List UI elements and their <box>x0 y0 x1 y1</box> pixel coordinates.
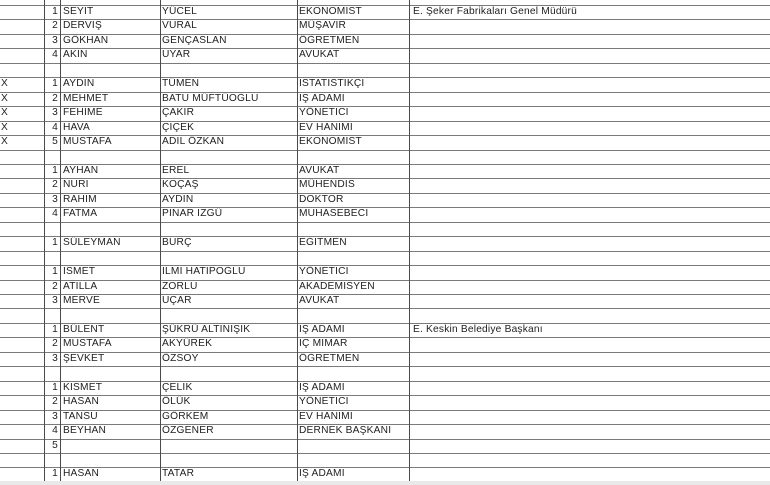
first-name-cell[interactable]: BÜLENT <box>63 323 105 335</box>
first-name-cell[interactable]: BEYHAN <box>63 425 107 437</box>
table-row <box>0 467 770 481</box>
first-name-cell[interactable]: AYHAN <box>63 164 99 176</box>
last-name-cell[interactable] <box>160 366 297 380</box>
first-name-cell[interactable]: SEYİT <box>63 6 94 17</box>
table-row <box>0 222 770 236</box>
note-cell[interactable] <box>409 150 770 164</box>
grid-line-horizontal <box>0 453 770 454</box>
grid-line-horizontal <box>0 193 770 194</box>
note-cell[interactable] <box>409 135 770 149</box>
grid-line-horizontal <box>0 366 770 367</box>
number-cell[interactable]: 4 <box>52 425 58 437</box>
mark-cell[interactable] <box>0 265 44 279</box>
profession-cell[interactable]: MUHASEBECİ <box>299 208 369 220</box>
table-row <box>0 366 770 380</box>
table-row <box>0 48 770 62</box>
mark-cell[interactable] <box>0 381 44 395</box>
number-cell[interactable]: 2 <box>52 280 58 292</box>
note-cell[interactable] <box>409 19 770 33</box>
last-name-cell[interactable]: ÖZSOY <box>162 352 199 364</box>
note-cell[interactable]: E. Keskin Belediye Başkanı <box>413 323 543 335</box>
first-name-cell[interactable]: SÜLEYMAN <box>63 237 121 249</box>
grid-line-horizontal <box>0 381 770 382</box>
grid-line-horizontal <box>0 410 770 411</box>
table-row <box>0 164 770 178</box>
first-name-cell[interactable] <box>60 453 160 467</box>
last-name-cell[interactable]: AKYÜREK <box>162 338 213 350</box>
number-cell[interactable] <box>44 63 60 77</box>
first-name-cell[interactable] <box>60 150 160 164</box>
note-cell[interactable] <box>409 207 770 221</box>
note-cell[interactable] <box>409 178 770 192</box>
first-name-cell[interactable]: TANSU <box>63 410 98 422</box>
mark-cell[interactable] <box>0 337 44 351</box>
mark-cell[interactable]: X <box>1 92 8 104</box>
profession-cell[interactable]: AVUKAT <box>299 49 340 61</box>
number-cell[interactable] <box>44 308 60 322</box>
bottom-edge <box>0 481 770 485</box>
table-row <box>0 135 770 149</box>
first-name-cell[interactable] <box>60 63 160 77</box>
last-name-cell[interactable] <box>160 453 297 467</box>
last-name-cell[interactable]: PINAR İZGÜ <box>162 208 223 220</box>
last-name-cell[interactable]: UYAR <box>162 49 191 61</box>
mark-cell[interactable] <box>0 164 44 178</box>
profession-cell[interactable] <box>297 453 409 467</box>
profession-cell[interactable]: YÖNETİCİ <box>299 107 349 119</box>
number-cell[interactable]: 2 <box>52 396 58 408</box>
last-name-cell[interactable]: ÖZGENER <box>162 425 214 437</box>
note-cell[interactable] <box>409 236 770 250</box>
table-row <box>0 323 770 337</box>
number-cell[interactable]: 1 <box>52 237 58 249</box>
first-name-cell[interactable] <box>60 251 160 265</box>
profession-cell[interactable] <box>297 366 409 380</box>
last-name-cell[interactable]: TATAR <box>162 468 195 480</box>
first-name-cell[interactable]: FATMA <box>63 208 98 220</box>
number-cell[interactable]: 1 <box>52 381 58 393</box>
profession-cell[interactable]: EKONOMİST <box>299 136 362 148</box>
mark-cell[interactable] <box>0 222 44 236</box>
grid-line-horizontal <box>0 439 770 440</box>
table-row <box>0 77 770 91</box>
last-name-cell[interactable]: UÇAR <box>162 295 192 306</box>
mark-cell[interactable] <box>0 308 44 322</box>
table-row <box>0 236 770 250</box>
last-name-cell[interactable] <box>160 150 297 164</box>
first-name-cell[interactable]: MUSTAFA <box>63 338 112 350</box>
number-cell[interactable]: 4 <box>52 121 58 133</box>
number-cell[interactable]: 2 <box>52 179 58 191</box>
grid-line-vertical <box>409 0 410 482</box>
number-cell[interactable]: 1 <box>52 323 58 335</box>
last-name-cell[interactable]: ÖLÜK <box>162 396 191 408</box>
grid-line-horizontal <box>0 106 770 107</box>
first-name-cell[interactable] <box>60 222 160 236</box>
profession-cell[interactable] <box>297 150 409 164</box>
number-cell[interactable]: 1 <box>52 164 58 176</box>
table-row <box>0 193 770 207</box>
last-name-cell[interactable]: GENÇASLAN <box>162 34 227 46</box>
table-row <box>0 106 770 120</box>
mark-cell[interactable] <box>0 424 44 438</box>
last-name-cell[interactable] <box>160 308 297 322</box>
mark-cell[interactable] <box>0 251 44 265</box>
table-row <box>0 121 770 135</box>
mark-cell[interactable] <box>0 366 44 380</box>
note-cell[interactable]: E. Şeker Fabrikaları Genel Müdürü <box>413 6 578 17</box>
table-row <box>0 150 770 164</box>
table-row <box>0 5 770 19</box>
note-cell[interactable] <box>409 92 770 106</box>
mark-cell[interactable] <box>0 280 44 294</box>
grid-line-horizontal <box>0 337 770 338</box>
last-name-cell[interactable] <box>160 251 297 265</box>
number-cell[interactable]: 1 <box>52 78 58 90</box>
number-cell[interactable] <box>44 366 60 380</box>
grid-line-horizontal <box>0 323 770 324</box>
note-cell[interactable] <box>409 251 770 265</box>
profession-cell[interactable]: İÇ MİMAR <box>299 338 348 350</box>
grid-line-vertical <box>160 0 161 482</box>
number-cell[interactable]: 3 <box>52 34 58 46</box>
grid-line-horizontal <box>0 251 770 252</box>
last-name-cell[interactable]: ÇİÇEK <box>162 121 195 133</box>
first-name-cell[interactable]: ŞEVKET <box>63 352 105 364</box>
mark-cell[interactable]: X <box>1 121 8 133</box>
profession-cell[interactable]: DERNEK BAŞKANI <box>299 425 392 437</box>
mark-cell[interactable] <box>0 5 44 19</box>
grid-line-horizontal <box>0 164 770 165</box>
grid-line-horizontal <box>0 5 770 6</box>
profession-cell[interactable]: İŞ ADAMI <box>299 92 345 104</box>
mark-cell[interactable]: X <box>1 107 8 119</box>
profession-cell[interactable]: İŞ ADAMI <box>299 323 345 335</box>
profession-cell[interactable]: AVUKAT <box>299 164 340 176</box>
grid-line-horizontal <box>0 308 770 309</box>
number-cell[interactable] <box>44 150 60 164</box>
profession-cell[interactable]: İŞ ADAMI <box>299 468 345 480</box>
note-cell[interactable] <box>409 410 770 424</box>
mark-cell[interactable] <box>0 150 44 164</box>
mark-cell[interactable] <box>0 395 44 409</box>
grid-line-horizontal <box>0 294 770 295</box>
grid-line-horizontal <box>0 280 770 281</box>
grid-line-horizontal <box>0 424 770 425</box>
mark-cell[interactable] <box>0 48 44 62</box>
table-row <box>0 280 770 294</box>
mark-cell[interactable] <box>0 453 44 467</box>
profession-cell[interactable]: EKONOMİST <box>299 6 362 17</box>
mark-cell[interactable] <box>0 178 44 192</box>
first-name-cell[interactable]: ATİLLA <box>63 280 98 292</box>
mark-cell[interactable] <box>0 439 44 453</box>
mark-cell[interactable] <box>0 294 44 308</box>
note-cell[interactable] <box>409 280 770 294</box>
profession-cell[interactable] <box>297 63 409 77</box>
grid-line-vertical <box>297 0 298 482</box>
profession-cell[interactable]: EV HANIMI <box>299 121 353 133</box>
first-name-cell[interactable]: AKIN <box>63 49 88 61</box>
number-cell[interactable]: 4 <box>52 49 58 61</box>
profession-cell[interactable]: YÖNETİCİ <box>299 266 349 278</box>
number-cell[interactable]: 1 <box>52 6 58 17</box>
note-cell[interactable] <box>409 121 770 135</box>
table-row <box>0 410 770 424</box>
table-row <box>0 395 770 409</box>
profession-cell[interactable]: DOKTOR <box>299 193 344 205</box>
first-name-cell[interactable]: MEHMET <box>63 92 109 104</box>
first-name-cell[interactable] <box>60 366 160 380</box>
grid-line-vertical <box>60 0 61 482</box>
last-name-cell[interactable]: VURAL <box>162 20 197 32</box>
mark-cell[interactable]: X <box>1 136 8 148</box>
first-name-cell[interactable]: HAVA <box>63 121 91 133</box>
grid-line-horizontal <box>0 63 770 64</box>
first-name-cell[interactable]: KISMET <box>63 381 103 393</box>
grid-line-vertical <box>44 0 45 482</box>
grid-line-horizontal <box>0 265 770 266</box>
last-name-cell[interactable]: GÖRKEM <box>162 410 209 422</box>
note-cell[interactable] <box>409 294 770 308</box>
number-cell[interactable] <box>44 251 60 265</box>
table-row <box>0 381 770 395</box>
number-cell[interactable]: 3 <box>52 193 58 205</box>
last-name-cell[interactable]: ADİL ÖZKAN <box>162 136 225 148</box>
number-cell[interactable] <box>44 222 60 236</box>
note-cell[interactable] <box>409 77 770 91</box>
last-name-cell[interactable]: ÇELİK <box>162 381 193 393</box>
grid-line-horizontal <box>0 48 770 49</box>
last-name-cell[interactable]: BATU MÜFTÜOĞLU <box>162 92 259 104</box>
number-cell[interactable]: 2 <box>52 20 58 32</box>
table-row <box>0 251 770 265</box>
profession-cell[interactable]: MÜHENDİS <box>299 179 355 191</box>
note-cell[interactable] <box>409 164 770 178</box>
table-row <box>0 178 770 192</box>
table-row <box>0 424 770 438</box>
last-name-cell[interactable]: BURÇ <box>162 237 192 249</box>
last-name-cell[interactable]: TÜMEN <box>162 78 200 90</box>
first-name-cell[interactable]: RAHİM <box>63 193 97 205</box>
grid-line-horizontal <box>0 207 770 208</box>
note-cell[interactable] <box>409 381 770 395</box>
profession-cell[interactable]: ÖĞRETMEN <box>299 34 360 46</box>
last-name-cell[interactable] <box>160 439 297 453</box>
mark-cell[interactable] <box>0 63 44 77</box>
last-name-cell[interactable]: ZORLU <box>162 280 198 292</box>
note-cell[interactable] <box>409 439 770 453</box>
mark-cell[interactable] <box>0 467 44 481</box>
first-name-cell[interactable]: MUSTAFA <box>63 136 112 148</box>
number-cell[interactable]: 4 <box>52 208 58 220</box>
note-cell[interactable] <box>409 193 770 207</box>
note-cell[interactable] <box>409 222 770 236</box>
grid-line-horizontal <box>0 178 770 179</box>
note-cell[interactable] <box>409 395 770 409</box>
first-name-cell[interactable]: DERVİŞ <box>63 20 102 32</box>
grid-line-horizontal <box>0 92 770 93</box>
last-name-cell[interactable]: EREL <box>162 164 190 176</box>
note-cell[interactable] <box>409 48 770 62</box>
mark-cell[interactable]: X <box>1 78 8 90</box>
number-cell[interactable]: 1 <box>52 266 58 278</box>
profession-cell[interactable]: AVUKAT <box>299 295 340 306</box>
profession-cell[interactable] <box>297 308 409 322</box>
note-cell[interactable] <box>409 352 770 366</box>
first-name-cell[interactable]: AYDIN <box>63 78 95 90</box>
first-name-cell[interactable] <box>60 308 160 322</box>
number-cell[interactable] <box>44 453 60 467</box>
grid-line-horizontal <box>0 352 770 353</box>
table-row <box>0 19 770 33</box>
grid-line-horizontal <box>0 222 770 223</box>
table-row <box>0 352 770 366</box>
note-cell[interactable] <box>409 424 770 438</box>
profession-cell[interactable]: YÖNETİCİ <box>299 396 349 408</box>
note-cell[interactable] <box>409 453 770 467</box>
profession-cell[interactable]: MÜŞAVİR <box>299 20 347 32</box>
mark-cell[interactable] <box>0 236 44 250</box>
profession-cell[interactable]: İŞ ADAMI <box>299 381 345 393</box>
note-cell[interactable] <box>409 265 770 279</box>
table-row <box>0 34 770 48</box>
table-row <box>0 207 770 221</box>
grid-line-horizontal <box>0 395 770 396</box>
first-name-cell[interactable]: HASAN <box>63 396 100 408</box>
mark-cell[interactable] <box>0 19 44 33</box>
mark-cell[interactable] <box>0 34 44 48</box>
profession-cell[interactable] <box>297 222 409 236</box>
first-name-cell[interactable]: FEHİME <box>63 107 103 119</box>
grid-line-horizontal <box>0 19 770 20</box>
first-name-cell[interactable]: NURİ <box>63 179 89 191</box>
table-row <box>0 308 770 322</box>
last-name-cell[interactable] <box>160 63 297 77</box>
note-cell[interactable] <box>409 366 770 380</box>
mark-cell[interactable] <box>0 193 44 207</box>
number-cell[interactable]: 3 <box>52 410 58 422</box>
number-cell[interactable]: 5 <box>52 439 58 451</box>
number-cell[interactable]: 3 <box>52 352 58 364</box>
last-name-cell[interactable] <box>160 222 297 236</box>
table-row <box>0 92 770 106</box>
profession-cell[interactable] <box>297 439 409 453</box>
table-row <box>0 63 770 77</box>
table-row <box>0 439 770 453</box>
profession-cell[interactable]: EV HANIMI <box>299 410 353 422</box>
grid-line-horizontal <box>0 467 770 468</box>
note-cell[interactable] <box>409 467 770 481</box>
last-name-cell[interactable]: ŞÜKRÜ ALTINIŞIK <box>162 323 251 335</box>
last-name-cell[interactable]: YÜCEL <box>162 6 197 17</box>
grid-line-horizontal <box>0 150 770 151</box>
grid-line-horizontal <box>0 34 770 35</box>
table-row <box>0 265 770 279</box>
number-cell[interactable]: 3 <box>52 107 58 119</box>
profession-cell[interactable]: EĞİTMEN <box>299 237 347 249</box>
first-name-cell[interactable] <box>60 439 160 453</box>
number-cell[interactable]: 5 <box>52 136 58 148</box>
first-name-cell[interactable]: GÖKHAN <box>63 34 109 46</box>
grid-line-horizontal <box>0 77 770 78</box>
last-name-cell[interactable]: AYDIN <box>162 193 194 205</box>
number-cell[interactable]: 3 <box>52 295 58 306</box>
profession-cell[interactable]: AKADEMİSYEN <box>299 280 375 292</box>
grid-line-horizontal <box>0 135 770 136</box>
first-name-cell[interactable]: HASAN <box>63 468 100 480</box>
profession-cell[interactable]: ÖĞRETMEN <box>299 352 360 364</box>
mark-cell[interactable] <box>0 352 44 366</box>
note-cell[interactable] <box>409 63 770 77</box>
note-cell[interactable] <box>409 34 770 48</box>
table-row <box>0 337 770 351</box>
mark-cell[interactable] <box>0 410 44 424</box>
grid-line-horizontal <box>0 121 770 122</box>
number-cell[interactable]: 2 <box>52 92 58 104</box>
first-name-cell[interactable]: İSMET <box>63 266 96 278</box>
last-name-cell[interactable]: İLMİ HATİPOĞLU <box>162 266 246 278</box>
profession-cell[interactable] <box>297 251 409 265</box>
last-name-cell[interactable]: ÇAKIR <box>162 107 195 119</box>
table-row <box>0 453 770 467</box>
note-cell[interactable] <box>409 337 770 351</box>
profession-cell[interactable]: İSTATİSTİKÇİ <box>299 78 365 90</box>
note-cell[interactable] <box>409 106 770 120</box>
mark-cell[interactable] <box>0 323 44 337</box>
last-name-cell[interactable]: KOÇAŞ <box>162 179 199 191</box>
mark-cell[interactable] <box>0 207 44 221</box>
number-cell[interactable]: 2 <box>52 338 58 350</box>
grid-line-horizontal <box>0 236 770 237</box>
first-name-cell[interactable]: MERVE <box>63 295 101 306</box>
table-row <box>0 294 770 308</box>
number-cell[interactable]: 1 <box>52 468 58 480</box>
note-cell[interactable] <box>409 308 770 322</box>
